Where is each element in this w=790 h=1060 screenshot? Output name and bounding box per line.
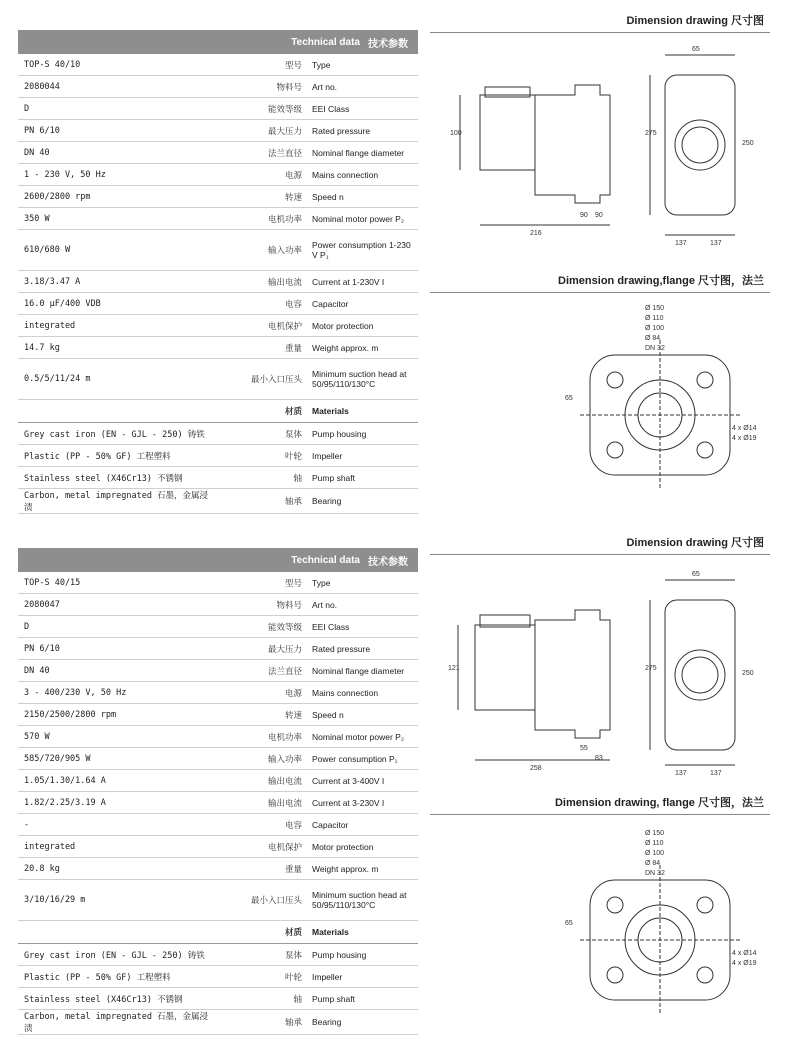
spec-row [18, 142, 418, 164]
motor-body [475, 625, 535, 710]
spec-label-cn: 电机功率 [267, 731, 302, 742]
spec-value: DN 40 [24, 147, 50, 158]
spec-value: 1 - 230 V, 50 Hz [24, 169, 106, 180]
spec-label-cn: 法兰直径 [267, 665, 302, 676]
spec-label-cn: 泵体 [284, 428, 302, 439]
spec-label-cn: 输出电流 [267, 775, 302, 786]
spec-value: Grey cast iron (EN - GJL - 250) 铸铁 [24, 429, 205, 440]
pump-housing [535, 85, 610, 203]
spec-label-en: Power consumption P₁ [312, 753, 398, 764]
dim-f2: 137 [710, 770, 722, 777]
flange-drawing [560, 300, 775, 500]
spec-label-cn: 最小入口压头 [250, 895, 302, 905]
spec-label-cn: 输出电流 [267, 276, 302, 287]
spec-label-en: Nominal motor power P₂ [312, 213, 405, 224]
header-cn: 技术参数 [368, 556, 408, 568]
spec-label-en: Pump shaft [312, 993, 355, 1004]
material-row [18, 966, 418, 988]
spec-row [18, 660, 418, 682]
spec-label-en: Capacitor [312, 819, 349, 830]
spec-value: Grey cast iron (EN - GJL - 250) 铸铁 [24, 950, 205, 961]
dim-h3: 250 [742, 670, 754, 677]
spec-row [18, 271, 418, 293]
spec-row [18, 748, 418, 770]
spec-value: 2080044 [24, 81, 60, 92]
spec-label-cn: 最大压力 [267, 125, 302, 136]
spec-label-en: Minimum suction head at 50/95/110/130°C [312, 890, 407, 910]
dim-h2: 275 [645, 130, 657, 137]
spec-row [18, 792, 418, 814]
spec-label-en: Art no. [312, 599, 338, 610]
material-row [18, 467, 418, 489]
spec-label-en: Minimum suction head at 50/95/110/130°C [312, 369, 407, 389]
spec-label-cn: 输出电流 [267, 797, 302, 808]
bolt-hole [607, 967, 623, 983]
spec-label-en: Weight approx. m [312, 863, 379, 874]
spec-label-cn: 轴 [293, 472, 302, 483]
flange-d5: DN 32 [645, 870, 665, 877]
materials-header [18, 400, 418, 423]
spec-row [18, 293, 418, 315]
spec-row [18, 704, 418, 726]
pump-spec-block-1 [0, 0, 790, 520]
dim-h1: 121 [448, 665, 460, 672]
spec-value: DN 40 [24, 665, 50, 676]
spec-value: 20.8 kg [24, 863, 60, 874]
spec-row [18, 836, 418, 858]
header-en: Technical data [291, 36, 360, 48]
dim-top: 65 [692, 571, 700, 578]
spec-value: 585/720/905 W [24, 753, 91, 764]
spec-label-en: Type [312, 59, 331, 70]
spec-row [18, 98, 418, 120]
spec-label-en: EEI Class [312, 621, 350, 632]
spec-value: 2150/2500/2800 rpm [24, 709, 117, 720]
spec-label-en: Current at 1-230V I [312, 276, 385, 287]
dim-f1: 137 [675, 770, 687, 777]
spec-label-en: Current at 3-400V I [312, 775, 385, 786]
spec-value: 16.0 µF/400 VDB [24, 298, 101, 309]
spec-label-en: EEI Class [312, 103, 350, 114]
spec-row [18, 814, 418, 836]
material-row [18, 445, 418, 467]
spec-label-en: Nominal motor power P₂ [312, 731, 405, 742]
spec-label-cn: 轴 [293, 993, 302, 1004]
table-header [18, 30, 418, 54]
spec-label-cn: 最小入口压头 [250, 374, 302, 384]
header-en: Technical data [291, 554, 360, 566]
spec-row [18, 164, 418, 186]
spec-value: Plastic (PP - 50% GF) 工程塑料 [24, 451, 171, 462]
flange-h: 65 [565, 920, 573, 927]
spec-value: integrated [24, 841, 76, 852]
spec-label-en: Impeller [312, 450, 343, 461]
flange-d3: Ø 100 [645, 325, 665, 332]
spec-label-en: Mains connection [312, 687, 379, 698]
spec-label-cn: 转速 [284, 709, 302, 720]
spec-label-cn: 法兰直径 [267, 147, 302, 158]
spec-value: 570 W [24, 731, 50, 742]
spec-label-cn: 电源 [284, 687, 302, 698]
spec-value: Plastic (PP - 50% GF) 工程塑料 [24, 972, 171, 983]
spec-label-cn: 重量 [284, 863, 302, 874]
spec-row [18, 315, 418, 337]
spec-row [18, 770, 418, 792]
flange-h: 65 [565, 395, 573, 402]
spec-row [18, 208, 418, 230]
spec-row [18, 572, 418, 594]
spec-row [18, 858, 418, 880]
spec-row [18, 186, 418, 208]
spec-label-cn: 电容 [284, 819, 302, 830]
material-row [18, 988, 418, 1010]
spec-label-cn: 电容 [284, 298, 302, 309]
spec-value: integrated [24, 320, 76, 331]
spec-label-cn: 轴承 [284, 496, 302, 506]
spec-value: 0.5/5/11/24 m [24, 374, 91, 384]
dim-w3: 90 [595, 212, 603, 219]
spec-label-cn: 电源 [284, 169, 302, 180]
bolt-hole [697, 442, 713, 458]
spec-label-en: Impeller [312, 971, 343, 982]
spec-label-cn: 物料号 [276, 81, 302, 92]
spec-value: 1.82/2.25/3.19 A [24, 797, 106, 808]
dim-w1: 258 [530, 765, 542, 772]
flange-b2: 4 x Ø19 [732, 435, 757, 442]
spec-label-cn: 轴承 [284, 1017, 302, 1027]
spec-value: 610/680 W [24, 245, 71, 255]
spec-value: - [24, 819, 30, 830]
pump-spec-block-2 [0, 525, 790, 1060]
dimension-drawing-flange-title: Dimension drawing,flange 尺寸图，法兰 [430, 268, 770, 293]
spec-label-en: Mains connection [312, 169, 379, 180]
materials-header-en: Materials [312, 927, 349, 937]
spec-label-cn: 转速 [284, 191, 302, 202]
flange-drawing [560, 825, 775, 1025]
header-cn: 技术参数 [368, 38, 408, 50]
spec-value: PN 6/10 [24, 125, 60, 136]
spec-label-cn: 重量 [284, 342, 302, 353]
flange-d5: DN 32 [645, 345, 665, 352]
dim-w2: 90 [580, 212, 588, 219]
flange-d2: Ø 110 [645, 315, 664, 322]
spec-label-en: Nominal flange diameter [312, 665, 405, 676]
spec-label-en: Bearing [312, 1017, 342, 1027]
spec-row [18, 230, 418, 271]
spec-label-cn: 电机功率 [267, 213, 302, 224]
spec-label-en: Motor protection [312, 841, 374, 852]
spec-label-cn: 能效等级 [267, 103, 302, 114]
spec-label-cn: 输入功率 [267, 245, 302, 255]
spec-value: 1.05/1.30/1.64 A [24, 775, 106, 786]
dimension-drawing-title: Dimension drawing 尺寸图 [430, 530, 770, 555]
spec-label-cn: 物料号 [276, 599, 302, 610]
materials-header-cn: 材质 [284, 406, 302, 416]
spec-label-cn: 叶轮 [284, 971, 302, 982]
materials-header [18, 921, 418, 944]
spec-label-cn: 最大压力 [267, 643, 302, 654]
spec-value: TOP-S 40/10 [24, 59, 81, 70]
dim-f2: 137 [710, 240, 722, 247]
spec-row [18, 359, 418, 400]
flange-b1: 4 x Ø14 [732, 950, 757, 957]
spec-value: D [24, 621, 30, 632]
spec-label-en: Motor protection [312, 320, 374, 331]
spec-value: 3/10/16/29 m [24, 895, 86, 905]
spec-value: 3.18/3.47 A [24, 276, 81, 287]
materials-header-en: Materials [312, 406, 349, 416]
spec-label-cn: 电机保护 [267, 320, 302, 331]
spec-label-en: Art no. [312, 81, 338, 92]
spec-value: Carbon, metal impregnated 石墨，金属浸渍 [24, 1012, 209, 1034]
spec-label-cn: 叶轮 [284, 450, 302, 461]
dim-h1: 100 [450, 130, 462, 137]
dim-w3: 83 [595, 755, 603, 762]
material-row [18, 423, 418, 445]
spec-row [18, 616, 418, 638]
material-row [18, 944, 418, 966]
spec-value: 3 - 400/230 V, 50 Hz [24, 687, 127, 698]
spec-row [18, 54, 418, 76]
technical-data-table [18, 30, 418, 514]
spec-label-en: Rated pressure [312, 125, 371, 136]
material-row [18, 489, 418, 514]
bolt-hole [607, 442, 623, 458]
pump-housing [535, 610, 610, 738]
spec-row [18, 682, 418, 704]
dimension-drawing-title: Dimension drawing 尺寸图 [430, 8, 770, 33]
spec-value: 2080047 [24, 599, 60, 610]
spec-label-en: Pump housing [312, 949, 367, 960]
bolt-hole [607, 897, 623, 913]
material-row [18, 1010, 418, 1035]
pump-dimension-drawing [430, 560, 775, 780]
spec-label-en: Bearing [312, 496, 342, 506]
materials-header-cn: 材质 [284, 927, 302, 937]
table-header [18, 548, 418, 572]
spec-label-en: Weight approx. m [312, 342, 379, 353]
spec-label-en: Capacitor [312, 298, 349, 309]
spec-label-en: Pump shaft [312, 472, 355, 483]
dim-f1: 137 [675, 240, 687, 247]
spec-label-cn: 能效等级 [267, 621, 302, 632]
spec-value: 14.7 kg [24, 342, 60, 353]
spec-label-cn: 型号 [284, 59, 302, 70]
flange-d2: Ø 110 [645, 840, 664, 847]
spec-label-en: Speed n [312, 709, 344, 720]
dim-w1: 216 [530, 230, 542, 237]
dim-h2: 275 [645, 665, 657, 672]
spec-label-en: Current at 3-230V I [312, 797, 385, 808]
flange-b2: 4 x Ø19 [732, 960, 757, 967]
flange-b1: 4 x Ø14 [732, 425, 757, 432]
technical-data-table [18, 548, 418, 1035]
dimension-drawing-flange-title: Dimension drawing, flange 尺寸图，法兰 [430, 790, 770, 815]
pump-dimension-drawing [430, 35, 775, 255]
spec-label-en: Nominal flange diameter [312, 147, 405, 158]
spec-row [18, 76, 418, 98]
spec-label-en: Power consumption 1-230 V P₁ [312, 240, 411, 260]
flange-d4: Ø 84 [645, 335, 661, 342]
spec-value: 350 W [24, 213, 50, 224]
bolt-hole [697, 372, 713, 388]
spec-row [18, 337, 418, 359]
spec-label-en: Speed n [312, 191, 344, 202]
flange-d3: Ø 100 [645, 850, 665, 857]
spec-row [18, 638, 418, 660]
spec-value: Stainless steel (X46Cr13) 不锈钢 [24, 473, 183, 484]
bolt-hole [697, 897, 713, 913]
flange-d4: Ø 84 [645, 860, 661, 867]
spec-label-en: Rated pressure [312, 643, 371, 654]
spec-label-en: Type [312, 577, 331, 588]
spec-label-cn: 电机保护 [267, 841, 302, 852]
spec-value: D [24, 103, 30, 114]
spec-value: TOP-S 40/15 [24, 577, 81, 588]
bolt-hole [697, 967, 713, 983]
spec-row [18, 726, 418, 748]
spec-row [18, 120, 418, 142]
spec-label-cn: 型号 [284, 577, 302, 588]
spec-value: Stainless steel (X46Cr13) 不锈钢 [24, 994, 183, 1005]
spec-value: Carbon, metal impregnated 石墨，金属浸渍 [24, 491, 209, 513]
spec-label-cn: 泵体 [284, 949, 302, 960]
bolt-hole [607, 372, 623, 388]
spec-value: 2600/2800 rpm [24, 191, 91, 202]
spec-row [18, 594, 418, 616]
spec-row [18, 880, 418, 921]
dim-h3: 250 [742, 140, 754, 147]
motor-body [480, 95, 535, 170]
spec-label-cn: 输入功率 [267, 753, 302, 764]
spec-label-en: Pump housing [312, 428, 367, 439]
spec-value: PN 6/10 [24, 643, 60, 654]
flange-d1: Ø 150 [645, 830, 665, 837]
flange-d1: Ø 150 [645, 305, 665, 312]
dim-w2: 55 [580, 745, 588, 752]
dim-top: 65 [692, 46, 700, 53]
